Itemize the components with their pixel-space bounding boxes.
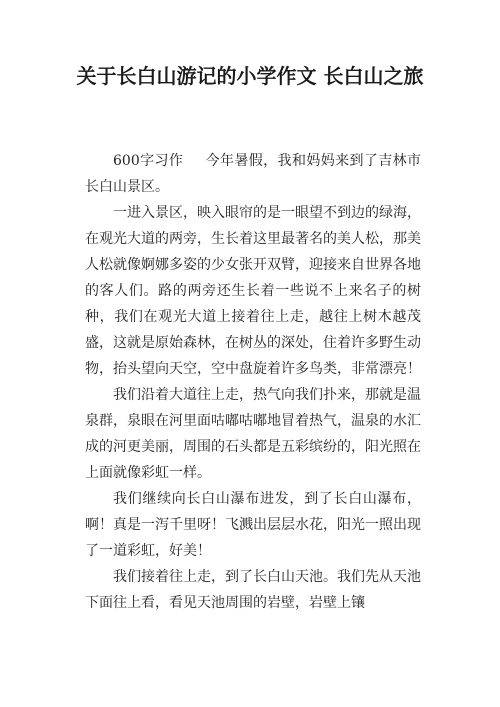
document-title: 关于长白山游记的小学作文 长白山之旅 [76, 64, 424, 88]
intro-text: 今年暑假，我和妈妈来到了吉林市长白山景区。 [85, 153, 422, 195]
paragraph-3: 我们继续向长白山瀑布进发，到了长白山瀑布，啊！真是一泻千里呀！飞溅出层层水花，阳光一照出现了一道彩虹，好美！ [85, 491, 421, 559]
paragraph-2: 我们沿着大道往上走，热气向我们扑来，那就是温泉群，泉眼在河里面咕嘟咕嘟地冒着热气，温泉的水汇成的河更美丽，周围的石头都是五彩缤纷的，阳光照在上面就像彩虹一样。 [85, 387, 421, 481]
intro-paragraph [85, 148, 421, 200]
essay-length-label: 600字习作 [113, 153, 184, 169]
document-body [85, 148, 421, 616]
paragraph-1: 一进入景区，映入眼帘的是一眼望不到边的绿海，在观光大道的两旁，生长着这里最著名的美人松，那美人松就像婀娜多姿的少女张开双臂，迎接来自世界各地的客人们。路的两旁还生长着一些说不上来名子的树种，我们在观光大道上接着往上走，越往上树木越茂盛，这就是原始森林，在树丛的深处，住着许多野生动物，抬头望向天空，空中盘旋着许多鸟类，非常漂亮！ [85, 205, 421, 377]
paragraph-4: 我们接着往上走，到了长白山天池。我们先从天池下面往上看，看见天池周围的岩壁，岩壁上镶 [85, 569, 421, 611]
